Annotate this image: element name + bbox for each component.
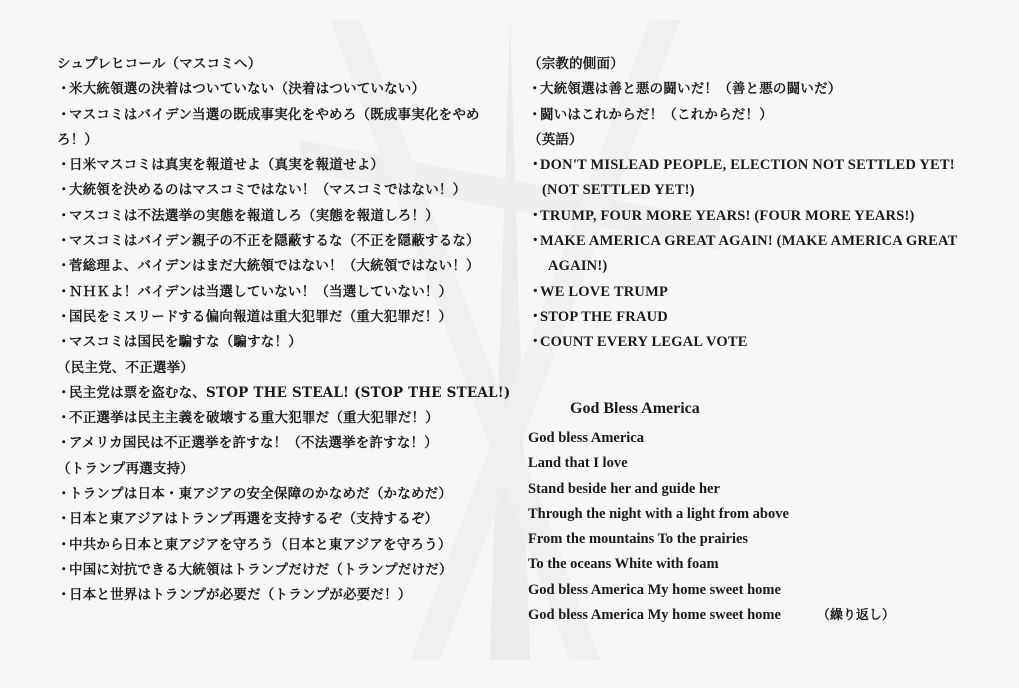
bullet-dot-icon: ・ bbox=[528, 283, 543, 300]
lyric-text: God bless America My home sweet home bbox=[528, 607, 781, 624]
bullet-dot-icon: ・ bbox=[528, 106, 542, 123]
lyric-line bbox=[528, 578, 988, 603]
slogan-text: 民主党は票を盗むな、STOP THE STEAL! (STOP THE STEAL!) bbox=[69, 384, 511, 401]
lyric-line bbox=[528, 426, 988, 451]
bullet-dot-icon: ・ bbox=[57, 486, 71, 503]
slogan-text: TRUMP, FOUR MORE YEARS! (FOUR MORE YEARS!) bbox=[540, 207, 915, 224]
slogan-item bbox=[57, 583, 527, 608]
bullet-dot-icon: ・ bbox=[57, 157, 71, 174]
slogan-item bbox=[57, 229, 527, 254]
slogan-text: MAKE AMERICA GREAT AGAIN! (MAKE AMERICA GREAT bbox=[540, 233, 958, 250]
slogan-text: COUNT EVERY LEGAL VOTE bbox=[540, 334, 748, 351]
slogan-text: 国民をミスリードする偏向報道は重大犯罪だ（重大犯罪だ！） bbox=[69, 308, 453, 325]
section-heading bbox=[57, 356, 527, 381]
bullet-dot-icon: ・ bbox=[57, 536, 71, 553]
section-heading bbox=[57, 52, 527, 77]
slogan-item bbox=[528, 229, 968, 254]
bullet-dot-icon: ・ bbox=[57, 106, 71, 123]
slogan-text: 米大統領選の決着はついていない（決着はついていない） bbox=[69, 81, 426, 98]
lyric-text: From the mountains To the prairies bbox=[528, 531, 749, 548]
slogan-item bbox=[528, 305, 968, 330]
lyric-text: Land that I love bbox=[528, 455, 628, 472]
slogan-text: DON'T MISLEAD PEOPLE, ELECTION NOT SETTLED YET! bbox=[540, 157, 955, 174]
bullet-dot-icon: ・ bbox=[57, 561, 71, 578]
slogan-item bbox=[57, 507, 527, 532]
section-heading bbox=[57, 457, 527, 482]
slogan-text: WE LOVE TRUMP bbox=[540, 283, 669, 300]
lyric-line bbox=[528, 502, 988, 527]
slogan-item bbox=[528, 77, 968, 102]
slogan-item bbox=[57, 431, 527, 456]
heading-text: （民主党、不正選挙） bbox=[57, 359, 194, 376]
slogan-continuation bbox=[57, 128, 527, 153]
heading-text: （宗教的側面） bbox=[528, 56, 624, 72]
section-heading bbox=[528, 128, 968, 153]
song-title: God Bless America bbox=[570, 400, 700, 417]
slogan-item bbox=[57, 482, 527, 507]
slogan-text: 菅総理よ、バイデンはまだ大統領ではない！（大統領ではない！） bbox=[69, 258, 480, 275]
left-column bbox=[57, 52, 527, 609]
lyric-line bbox=[528, 603, 988, 628]
song-lyrics bbox=[528, 426, 988, 628]
bullet-dot-icon: ・ bbox=[57, 410, 71, 427]
bullet-dot-icon: ・ bbox=[57, 511, 71, 528]
slogan-continuation bbox=[528, 178, 968, 203]
slogan-text: 日本と東アジアはトランプ再選を支持するぞ（支持するぞ） bbox=[69, 511, 439, 528]
slogan-item bbox=[57, 406, 527, 431]
bullet-dot-icon: ・ bbox=[528, 233, 543, 250]
slogan-item bbox=[57, 280, 527, 305]
lyric-text: Stand beside her and guide her bbox=[528, 480, 720, 497]
slogan-text: アメリカ国民は不正選挙を許すな！（不法選挙を許すな！） bbox=[69, 435, 438, 452]
bullet-dot-icon: ・ bbox=[57, 283, 71, 300]
section-heading bbox=[528, 52, 968, 77]
slogan-text: 日米マスコミは真実を報道せよ（真実を報道せよ） bbox=[69, 157, 385, 174]
bullet-dot-icon: ・ bbox=[57, 334, 71, 351]
slogan-text: 不正選挙は民主主義を破壊する重大犯罪だ（重大犯罪だ！） bbox=[69, 410, 439, 427]
slogan-text: 中国に対抗できる大統領はトランプだけだ（トランプだけだ） bbox=[69, 561, 453, 578]
slogan-item bbox=[57, 305, 527, 330]
bullet-dot-icon: ・ bbox=[528, 81, 542, 98]
bullet-dot-icon: ・ bbox=[57, 81, 71, 98]
bullet-dot-icon: ・ bbox=[57, 182, 71, 199]
slogan-item bbox=[528, 330, 968, 355]
slogan-text: (NOT SETTLED YET!) bbox=[542, 182, 695, 199]
bullet-dot-icon: ・ bbox=[57, 258, 71, 275]
slogan-continuation bbox=[528, 254, 968, 279]
bullet-dot-icon: ・ bbox=[57, 207, 71, 224]
bullet-dot-icon: ・ bbox=[57, 435, 71, 452]
lyric-line bbox=[528, 552, 988, 577]
slogan-text: トランプは日本・東アジアの安全保障のかなめだ（かなめだ） bbox=[69, 486, 453, 503]
bullet-dot-icon: ・ bbox=[57, 233, 71, 250]
slogan-item bbox=[528, 204, 968, 229]
slogan-item bbox=[528, 153, 968, 178]
heading-text: （英語） bbox=[528, 131, 583, 148]
slogan-item bbox=[57, 103, 527, 128]
slogan-text: マスコミは不法選挙の実態を報道しろ（実態を報道しろ！） bbox=[69, 207, 439, 224]
slogan-item bbox=[57, 558, 527, 583]
slogan-text: 日本と世界はトランプが必要だ（トランプが必要だ！） bbox=[69, 587, 412, 604]
lyric-text: God bless America My home sweet home bbox=[528, 581, 781, 598]
slogan-item bbox=[57, 204, 527, 229]
heading-text: シュプレヒコール（マスコミへ） bbox=[57, 56, 262, 72]
slogan-item bbox=[57, 254, 527, 279]
right-column bbox=[528, 52, 968, 356]
bullet-dot-icon: ・ bbox=[57, 308, 71, 325]
slogan-text: マスコミは国民を騙すな（騙すな！） bbox=[69, 334, 302, 351]
bullet-dot-icon: ・ bbox=[528, 334, 543, 351]
slogan-text: ＮＨＫよ！バイデンは当選していない！（当選していない！） bbox=[69, 283, 453, 300]
bullet-dot-icon: ・ bbox=[57, 384, 71, 401]
bullet-dot-icon: ・ bbox=[528, 308, 543, 325]
slogan-item bbox=[57, 533, 527, 558]
slogan-item bbox=[528, 103, 968, 128]
lyric-line bbox=[528, 527, 988, 552]
slogan-item bbox=[57, 153, 527, 178]
slogan-item bbox=[57, 381, 527, 406]
slogan-text: AGAIN!) bbox=[548, 258, 608, 275]
bullet-dot-icon: ・ bbox=[528, 157, 543, 174]
heading-text: （トランプ再選支持） bbox=[57, 460, 194, 477]
repeat-note: （繰り返し） bbox=[816, 608, 895, 624]
slogan-text: マスコミはバイデン親子の不正を隠蔽するな（不正を隠蔽するな） bbox=[69, 233, 480, 250]
lyric-line bbox=[528, 477, 988, 502]
bullet-dot-icon: ・ bbox=[57, 587, 71, 604]
slogan-item bbox=[57, 77, 527, 102]
slogan-item bbox=[57, 178, 527, 203]
slogan-text: STOP THE FRAUD bbox=[540, 308, 668, 325]
lyric-text: Through the night with a light from above bbox=[528, 505, 789, 522]
lyric-text: To the oceans White with foam bbox=[528, 556, 719, 573]
slogan-text: ろ！） bbox=[57, 131, 99, 148]
slogan-item bbox=[57, 330, 527, 355]
slogan-text: マスコミはバイデン当選の既成事実化をやめろ（既成事実化をやめ bbox=[69, 106, 480, 123]
bullet-dot-icon: ・ bbox=[528, 207, 543, 224]
slogan-text: 中共から日本と東アジアを守ろう（日本と東アジアを守ろう） bbox=[69, 536, 452, 553]
slogan-text: 大統領を決めるのはマスコミではない！（マスコミではない！） bbox=[69, 182, 467, 199]
slogan-text: 大統領選は善と悪の闘いだ！（善と悪の闘いだ） bbox=[540, 81, 842, 98]
slogan-text: 闘いはこれからだ！（これからだ！） bbox=[540, 106, 773, 123]
lyric-line bbox=[528, 451, 988, 476]
lyric-text: God bless America bbox=[528, 430, 644, 446]
slogan-item bbox=[528, 280, 968, 305]
